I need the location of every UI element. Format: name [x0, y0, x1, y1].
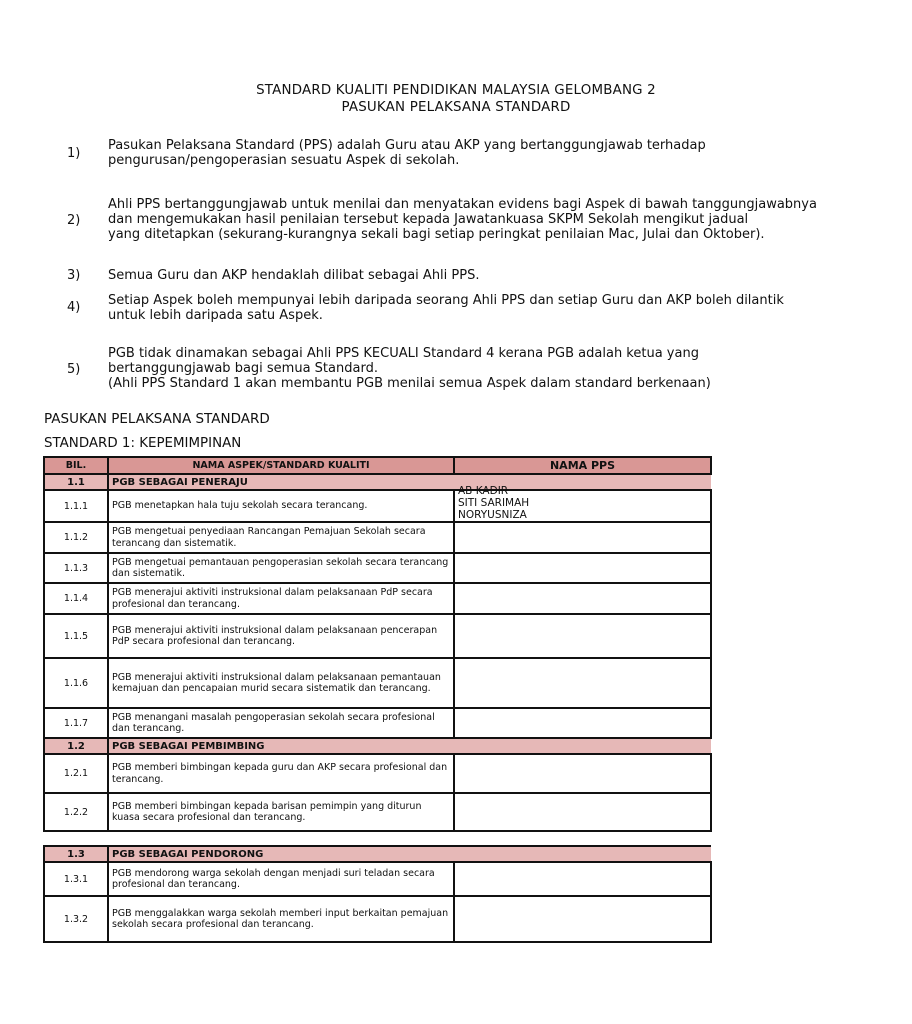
- row-bil: 1.1.7: [44, 708, 108, 738]
- row-aspek: PGB menerajui aktiviti instruksional dalam pelaksanaan PdP secara profesional dan terancang.: [108, 583, 454, 614]
- paragraph-text: Ahli PPS bertanggungjawab untuk menilai dan menyatakan evidens bagi Aspek di bawah tanggungjawabnya dan mengemukakan hasil penilaian tersebut kepada Jawatankuasa SKPM Sekolah mengikut jadual yang ditetapkan (sekurang-kurangnya sekali bagi setiap peringkat penilaian Mac, Julai dan Oktober).: [108, 197, 817, 242]
- table-row: [44, 553, 711, 583]
- group-label: PGB SEBAGAI PENDORONG: [108, 846, 711, 862]
- group-row-1-2: [44, 738, 711, 754]
- row-nama-pps[interactable]: [454, 896, 711, 942]
- row-aspek: PGB memberi bimbingan kepada barisan pemimpin yang diturun kuasa secara profesional dan terancang.: [108, 793, 454, 831]
- row-nama-pps[interactable]: [454, 658, 711, 708]
- paragraph-text: Pasukan Pelaksana Standard (PPS) adalah Guru atau AKP yang bertanggungjawab terhadap pengurusan/pengoperasian sesuatu Aspek di sekolah.: [108, 138, 706, 168]
- paragraph-number: 4): [67, 300, 81, 315]
- table-row: [44, 583, 711, 614]
- pps-name: AB KADIR: [458, 485, 509, 497]
- table-row: [44, 754, 711, 793]
- row-nama-pps[interactable]: [454, 793, 711, 831]
- row-bil: 1.1.6: [44, 658, 108, 708]
- pps-name: NORYUSNIZA: [458, 509, 527, 521]
- paragraph-number: 2): [67, 213, 81, 228]
- table-row: [44, 708, 711, 738]
- row-aspek: PGB mengetuai penyediaan Rancangan Pemajuan Sekolah secara terancang dan sistematik.: [108, 522, 454, 553]
- table-row: [44, 658, 711, 708]
- row-bil: 1.3.1: [44, 862, 108, 896]
- paragraph-number: 5): [67, 362, 81, 377]
- row-nama-pps[interactable]: [454, 522, 711, 553]
- group-label: PGB SEBAGAI PENERAJU: [108, 474, 711, 490]
- pps-table: [43, 456, 712, 832]
- row-bil: 1.1.3: [44, 553, 108, 583]
- row-nama-pps[interactable]: [454, 708, 711, 738]
- section-title: PASUKAN PELAKSANA STANDARD: [44, 411, 270, 427]
- row-aspek: PGB menggalakkan warga sekolah memberi input berkaitan pemajuan sekolah secara profesional dan terancang.: [108, 896, 454, 942]
- row-nama-pps[interactable]: [454, 553, 711, 583]
- group-row-1-3: [44, 846, 711, 862]
- header-bil: BIL.: [44, 457, 108, 474]
- paragraph-number: 1): [67, 146, 81, 161]
- table-row: [44, 490, 711, 522]
- row-bil: 1.1.2: [44, 522, 108, 553]
- row-bil: 1.2.2: [44, 793, 108, 831]
- pps-name: SITI SARIMAH: [458, 497, 530, 509]
- paragraph-number: 3): [67, 268, 81, 283]
- row-aspek: PGB memberi bimbingan kepada guru dan AKP secara profesional dan terancang.: [108, 754, 454, 793]
- row-aspek: PGB menerajui aktiviti instruksional dalam pelaksanaan pemantauan kemajuan dan pencapaian murid secara sistematik dan terancang.: [108, 658, 454, 708]
- row-bil: 1.1.4: [44, 583, 108, 614]
- group-bil: 1.3: [44, 846, 108, 862]
- group-bil: 1.1: [44, 474, 108, 490]
- row-bil: 1.3.2: [44, 896, 108, 942]
- row-nama-pps[interactable]: [454, 754, 711, 793]
- header-nama-pps: NAMA PPS: [454, 457, 711, 474]
- paragraph-text: PGB tidak dinamakan sebagai Ahli PPS KECUALI Standard 4 kerana PGB adalah ketua yang bertanggungjawab bagi semua Standard. (Ahli PPS Standard 1 akan membantu PGB menilai semua Aspek dalam standard berkenaan): [108, 346, 711, 391]
- standard-title: STANDARD 1: KEPEMIMPINAN: [44, 436, 242, 451]
- row-aspek: PGB menangani masalah pengoperasian sekolah secara profesional dan terancang.: [108, 708, 454, 738]
- document-title-line2: PASUKAN PELAKSANA STANDARD: [341, 100, 571, 115]
- row-nama-pps[interactable]: [454, 862, 711, 896]
- table-row: [44, 896, 711, 942]
- paragraph-text: Setiap Aspek boleh mempunyai lebih daripada seorang Ahli PPS dan setiap Guru dan AKP boleh dilantik untuk lebih daripada satu Aspek.: [108, 293, 784, 323]
- group-bil: 1.2: [44, 738, 108, 754]
- row-bil: 1.1.5: [44, 614, 108, 658]
- paragraph-text: Semua Guru dan AKP hendaklah dilibat sebagai Ahli PPS.: [108, 268, 480, 283]
- row-nama-pps[interactable]: [454, 583, 711, 614]
- table-header-row: [44, 457, 711, 474]
- table-row: [44, 862, 711, 896]
- group-label: PGB SEBAGAI PEMBIMBING: [108, 738, 711, 754]
- row-bil: 1.2.1: [44, 754, 108, 793]
- row-aspek: PGB menetapkan hala tuju sekolah secara terancang.: [108, 490, 454, 522]
- row-aspek: PGB mengetuai pemantauan pengoperasian sekolah secara terancang dan sistematik.: [108, 553, 454, 583]
- row-aspek: PGB menerajui aktiviti instruksional dalam pelaksanaan pencerapan PdP secara profesional dan terancang.: [108, 614, 454, 658]
- row-nama-pps[interactable]: [454, 614, 711, 658]
- pps-table-continued: [43, 845, 712, 943]
- row-aspek: PGB mendorong warga sekolah dengan menjadi suri teladan secara profesional dan terancang.: [108, 862, 454, 896]
- table-row: [44, 614, 711, 658]
- row-nama-pps[interactable]: [454, 485, 711, 522]
- table-row: [44, 522, 711, 553]
- document-title-line1: STANDARD KUALITI PENDIDIKAN MALAYSIA GELOMBANG 2: [256, 83, 656, 98]
- table-row: [44, 793, 711, 831]
- row-bil: 1.1.1: [44, 490, 108, 522]
- header-aspek: NAMA ASPEK/STANDARD KUALITI: [108, 457, 454, 474]
